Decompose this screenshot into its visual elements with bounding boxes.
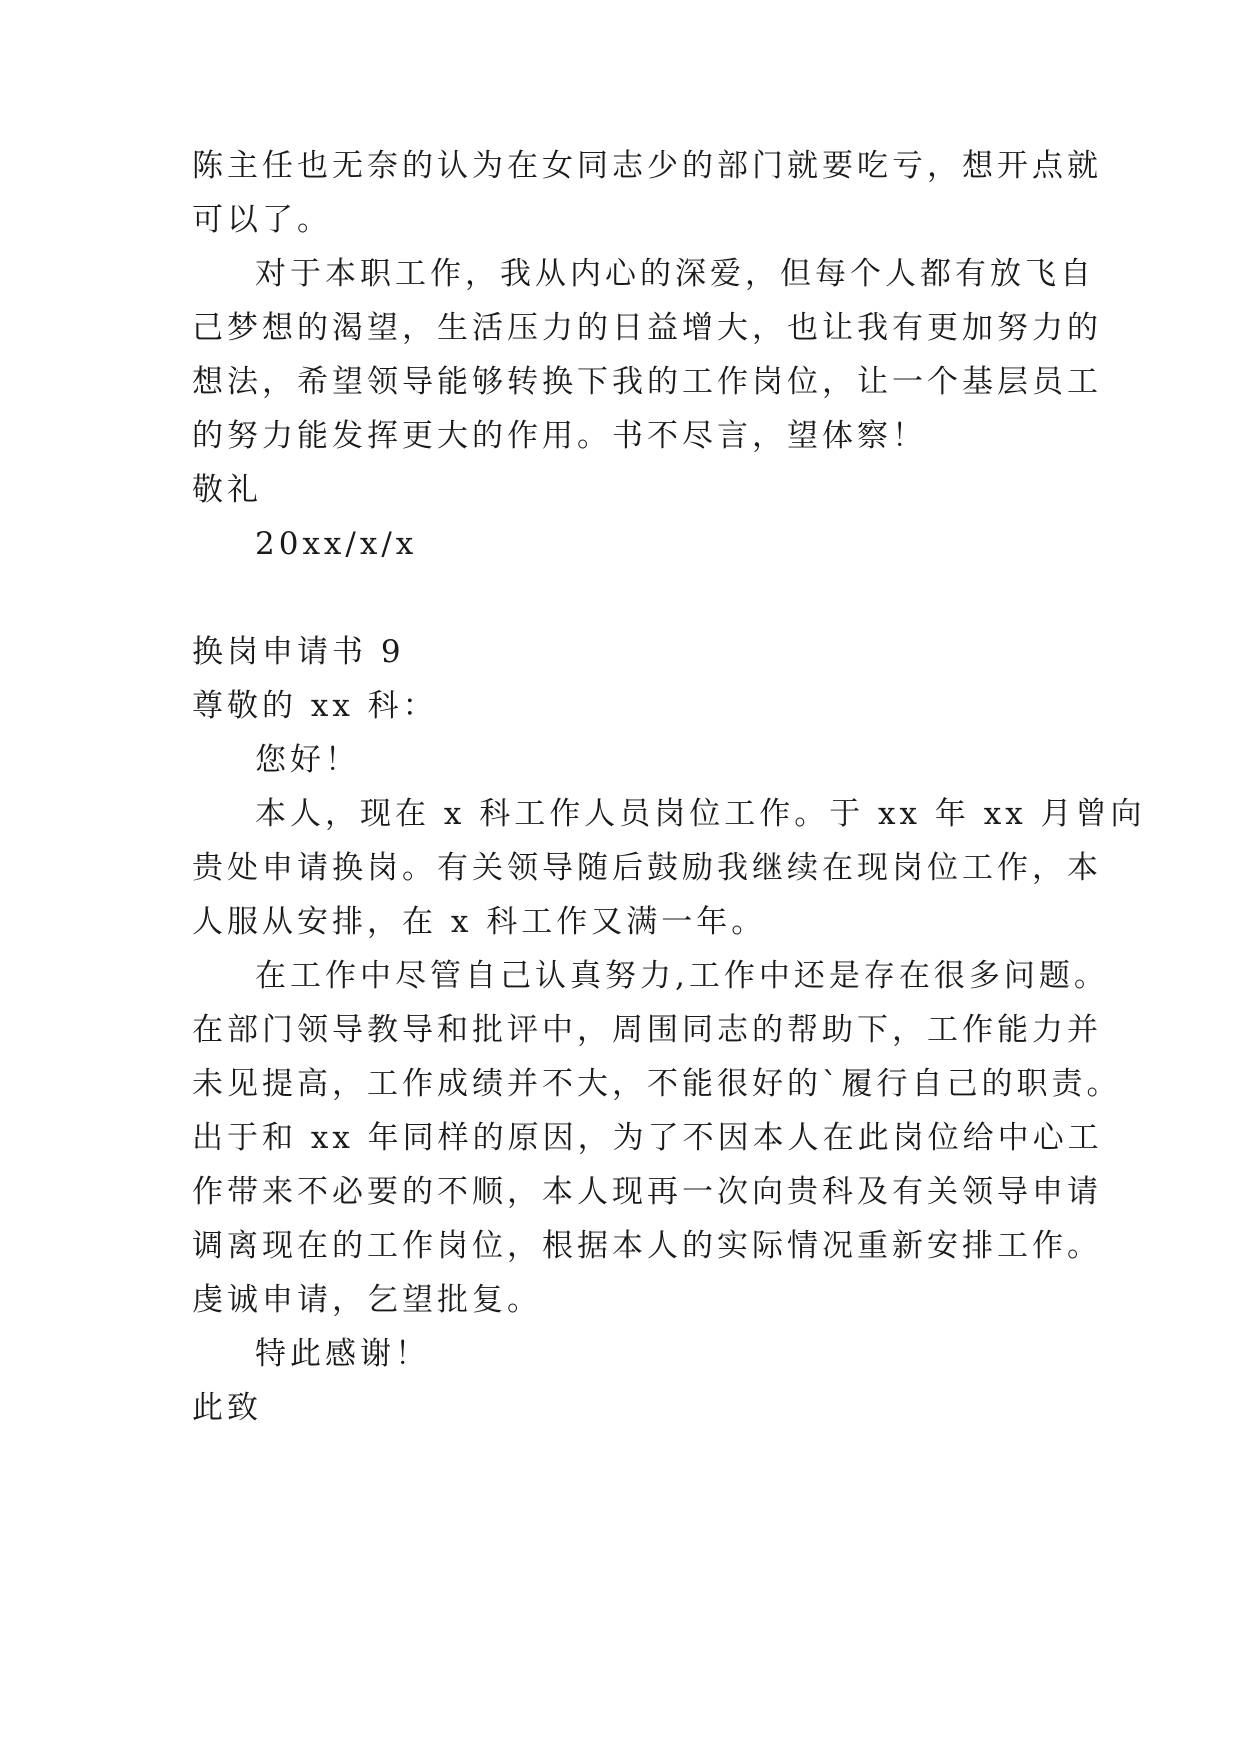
text-line: 己梦想的渴望，生活压力的日益增大，也让我有更加努力的 <box>192 310 1102 346</box>
text-line: 调离现在的工作岗位，根据本人的实际情况重新安排工作。 <box>192 1228 1102 1264</box>
text-line: 未见提高，工作成绩并不大，不能很好的`履行自己的职责。 <box>192 1066 1122 1102</box>
text-line: 虔诚申请，乞望批复。 <box>192 1282 542 1318</box>
text-line: 在工作中尽管自己认真努力,工作中还是存在很多问题。 <box>255 958 1109 994</box>
greeting: 您好！ <box>255 742 360 778</box>
salutation: 尊敬的 xx 科： <box>192 688 438 724</box>
thanks-text: 特此感谢！ <box>255 1336 430 1372</box>
closing-text: 此致 <box>192 1390 262 1426</box>
text-line: 作带来不必要的不顺，本人现再一次向贵科及有关领导申请 <box>192 1174 1102 1210</box>
text-line: 想法，希望领导能够转换下我的工作岗位，让一个基层员工 <box>192 364 1102 400</box>
text-line: 对于本职工作，我从内心的深爱，但每个人都有放飞自 <box>255 256 1095 292</box>
text-line: 贵处申请换岗。有关领导随后鼓励我继续在现岗位工作，本 <box>192 850 1102 886</box>
text-line: 可以了。 <box>192 202 332 238</box>
closing-text: 敬礼 <box>192 472 262 508</box>
text-line: 在部门领导教导和批评中，周围同志的帮助下，工作能力并 <box>192 1012 1102 1048</box>
text-line: 本人，现在 x 科工作人员岗位工作。于 xx 年 xx 月曾向 <box>255 796 1146 832</box>
text-line: 出于和 xx 年同样的原因，为了不因本人在此岗位给中心工 <box>192 1120 1103 1156</box>
text-line: 人服从安排，在 x 科工作又满一年。 <box>192 904 767 940</box>
date-text: 20xx/x/x <box>255 526 418 562</box>
text-line: 的努力能发挥更大的作用。书不尽言，望体察！ <box>192 418 927 454</box>
text-line: 陈主任也无奈的认为在女同志少的部门就要吃亏，想开点就 <box>192 148 1102 184</box>
section-title: 换岗申请书 9 <box>192 634 405 670</box>
